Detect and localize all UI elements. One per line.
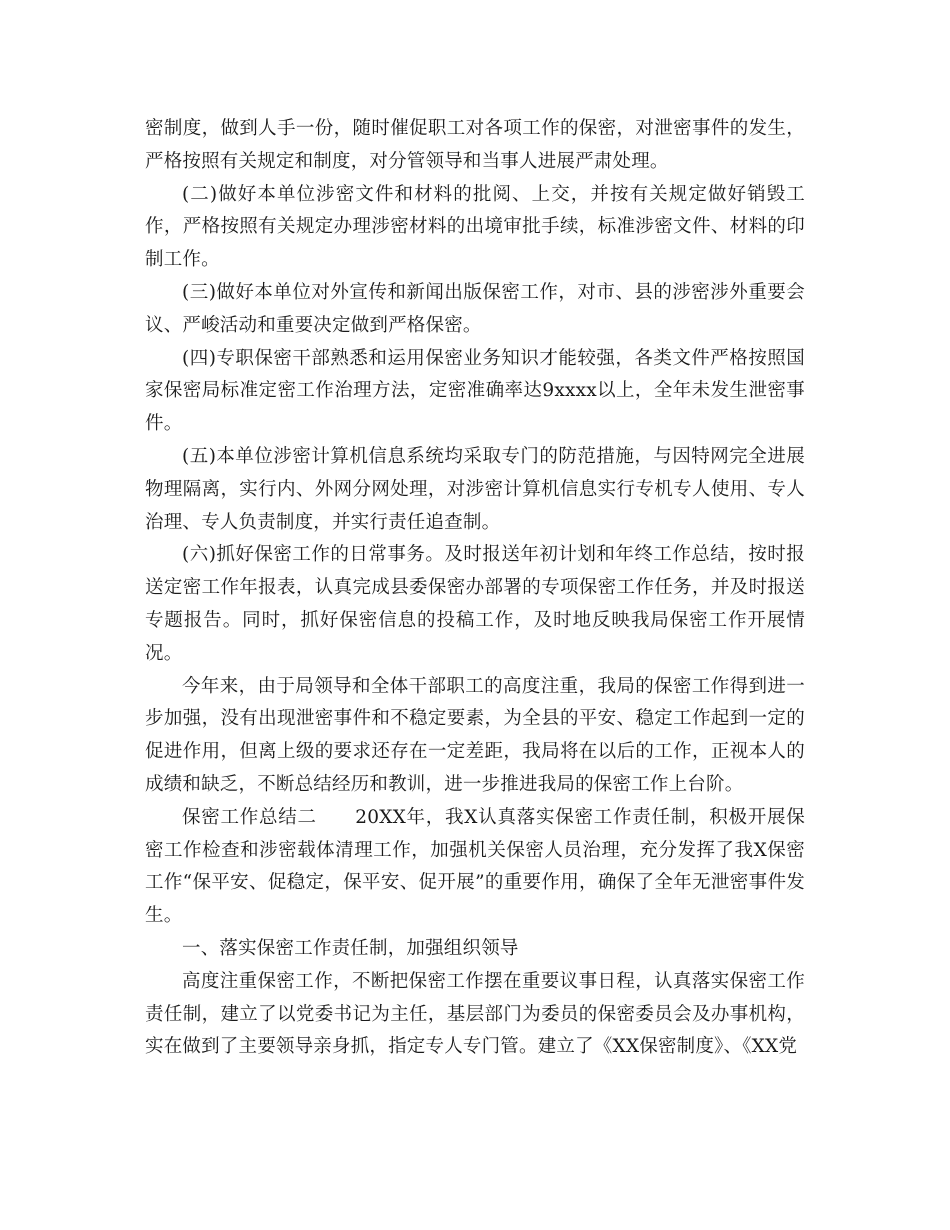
paragraph-item-3: (三)做好本单位对外宣传和新闻出版保密工作，对市、县的涉密涉外重要会议、严峻活动和重要决定做到严格保密。 [145, 281, 805, 336]
paragraph-continuation: 密制度，做到人手一份，随时催促职工对各项工作的保密，对泄密事件的发生，严格按照有关规定和制度，对分管领导和当事人进展严肃处理。 [145, 118, 805, 172]
section-heading: 一、落实保密工作责任制，加强组织领导 [182, 937, 519, 959]
document-body [145, 113, 805, 1064]
paragraph-summary-two-intro: 保密工作总结二 20XX年，我X认真落实保密工作责任制，积极开展保密工作检查和涉密载体清理工作，加强机关保密人员治理，充分发挥了我X保密工作“保平安、促稳定，保平安、促开展”的重要作用，确保了全年无泄密事件发生。 [145, 806, 805, 927]
paragraph-item-2: (二)做好本单位涉密文件和材料的批阅、上交，并按有关规定做好销毁工作，严格按照有关规定办理涉密材料的出境审批手续，标准涉密文件、材料的印制工作。 [145, 183, 805, 271]
paragraph-item-4: (四)专职保密干部熟悉和运用保密业务知识才能较强，各类文件严格按照国家保密局标准定密工作治理方法，定密准确率达9xxxx以上，全年未发生泄密事件。 [145, 347, 805, 435]
paragraph-item-6: (六)抓好保密工作的日常事务。及时报送年初计划和年终工作总结，按时报送定密工作年报表，认真完成县委保密办部署的专项保密工作任务，并及时报送专题报告。同时，抓好保密信息的投稿工作，及时地反映我局保密工作开展情况。 [145, 544, 805, 664]
paragraph-conclusion: 今年来，由于局领导和全体干部职工的高度注重，我局的保密工作得到进一步加强，没有出现泄密事件和不稳定要素，为全县的平安、稳定工作起到一定的促进作用，但离上级的要求还存在一定差距，我局将在以后的工作，正视本人的成绩和缺乏，不断总结经历和教训，进一步推进我局的保密工作上台阶。 [145, 675, 805, 795]
paragraph-section-body: 高度注重保密工作，不断把保密工作摆在重要议事日程，认真落实保密工作责任制，建立了以党委书记为主任，基层部门为委员的保密委员会及办事机构，实在做到了主要领导亲身抓，指定专人专门管。建立了《XX保密制度》、《XX党 [145, 970, 805, 1058]
paragraph-item-5: (五)本单位涉密计算机信息系统均采取专门的防范措施，与因特网完全进展物理隔离，实行内、外网分网处理，对涉密计算机信息实行专机专人使用、专人治理、专人负责制度，并实行责任追查制。 [145, 445, 805, 533]
